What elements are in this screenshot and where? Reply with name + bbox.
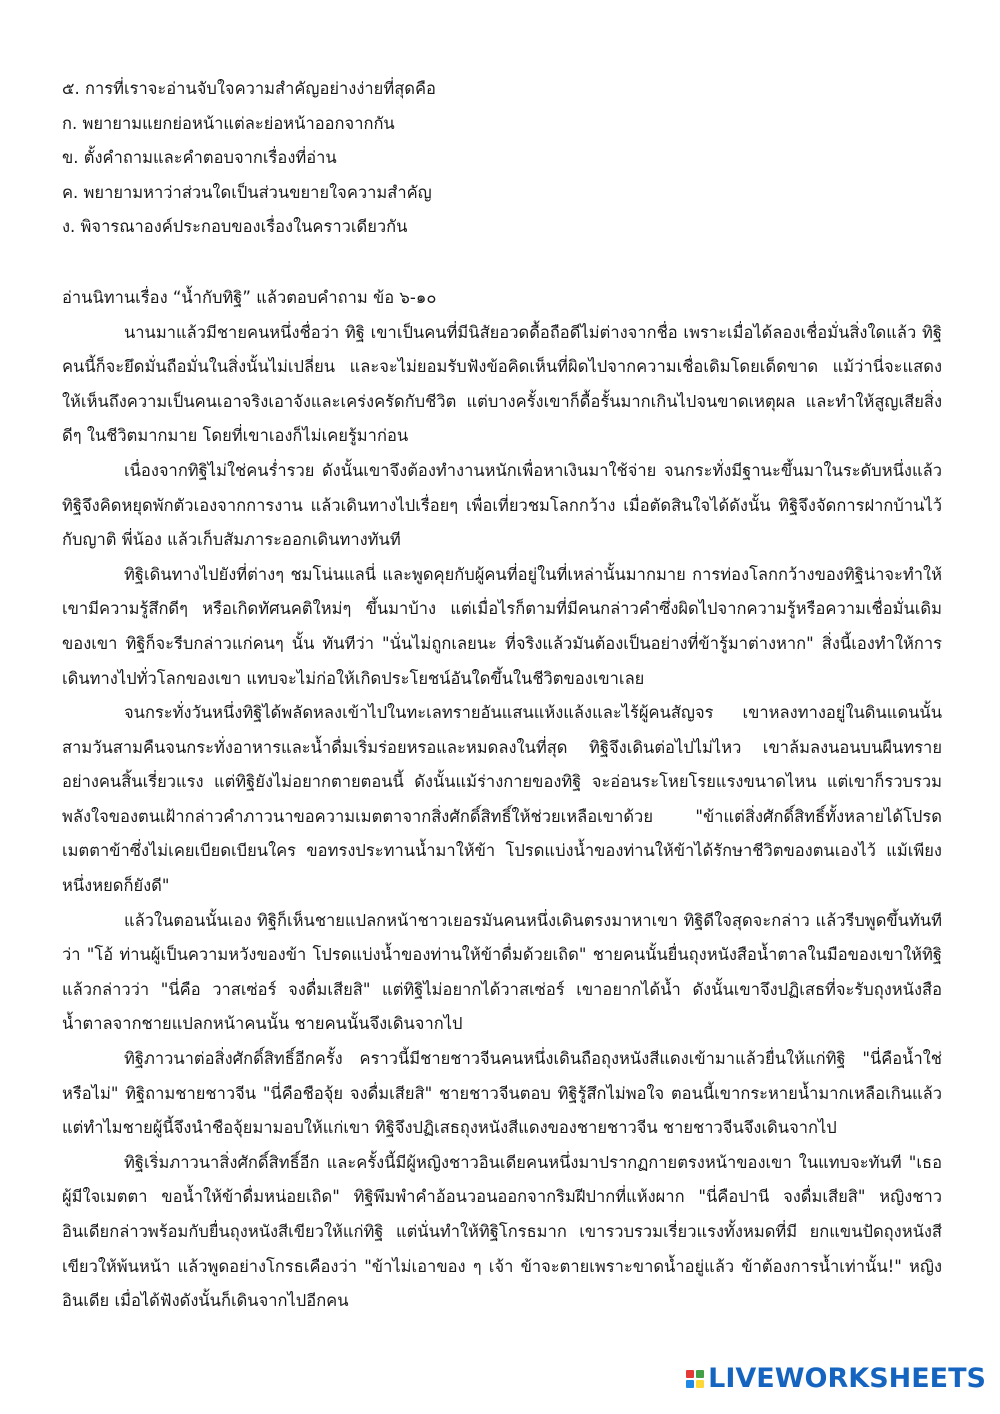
story-paragraph-4: จนกระทั่งวันหนึ่งทิฐิได้พลัดหลงเข้าไปในทะเลทรายอันแสนแห้งแล้งและไร้ผู้คนสัญจร เขาหลงทางอยู่ในดินแดนนั้นสามวันสามคืนจนกระทั่งอาหารและน้ำดื่มเริ่มร่อยหรอและหมดลงในที่สุด ทิฐิจึงเดินต่อไปไม่ไหว เขาล้มลงนอนบนผืนทรายอย่างคนสิ้นเรี่ยวแรง แต่ทิฐิยังไม่อยากตายตอนนี้ ดังนั้นแม้ร่างกายของทิฐิ จะอ่อนระโหยโรยแรงขนาดไหน แต่เขาก็รวบรวมพลังใจของตนเฝ้ากล่าวคำภาวนาขอความเมตตาจากสิ่งศักดิ์สิทธิ์ให้ช่วยเหลือเขาด้วย "ข้าแต่สิ่งศักดิ์สิทธิ์ทั้งหลายได้โปรดเมตตาข้าซึ่งไม่เคยเบียดเบียนใคร ขอทรงประทานน้ำมาให้ข้า โปรดแบ่งน้ำของท่านให้ข้าได้รักษาชีวิตของตนเองไว้ แม้เพียงหนึ่งหยดก็ยังดี" <box>62 703 942 896</box>
option-kho: ข. ตั้งคำถามและคำตอบจากเรื่องที่อ่าน <box>62 148 337 168</box>
logo-square-blue <box>686 1380 694 1388</box>
logo-square-yellow <box>696 1380 704 1388</box>
story-paragraph-7: ทิฐิเริ่มภาวนาสิ่งศักดิ์สิทธิ์อีก และครั้งนี้มีผู้หญิงชาวอินเดียคนหนึ่งมาปรากฏกายตรงหน้าของเขา ในแทบจะทันที "เธอผู้มีใจเมตตา ขอน้ำให้ข้าดื่มหน่อยเถิด" ทิฐิพึมพำคำอ้อนวอนออกจากริมฝีปากที่แห้งผาก "นี่คือปานี จงดื่มเสียสิ" หญิงชาวอินเดียกล่าวพร้อมกับยื่นถุงหนังสีเขียวให้แก่ทิฐิ แต่นั่นทำให้ทิฐิโกรธมาก เขารวบรวมเรี่ยวแรงทั้งหมดที่มี ยกแขนปัดถุงหนังสีเขียวให้พ้นหน้า แล้วพูดอย่างโกรธเคืองว่า "ข้าไม่เอาของ ๆ เจ้า ข้าจะตายเพราะขาดน้ำอยู่แล้ว ข้าต้องการน้ำเท่านั้น!" หญิงอินเดีย เมื่อได้ฟังดังนั้นก็เดินจากไปอีกคน <box>62 1152 942 1311</box>
story-instruction: อ่านนิทานเรื่อง “น้ำกับทิฐิ” แล้วตอบคำถาม ข้อ ๖-๑๐ <box>62 287 437 307</box>
liveworksheets-logo <box>686 1363 986 1394</box>
worksheet-page <box>62 72 942 1319</box>
story-paragraph-3: ทิฐิเดินทางไปยังที่ต่างๆ ชมโน่นแลนี่ และพูดคุยกับผู้คนที่อยู่ในที่เหล่านั้นมากมาย การท่องโลกกว้างของทิฐิน่าจะทำให้เขามีความรู้สึกดีๆ หรือเกิดทัศนคติใหม่ๆ ขึ้นมาบ้าง แต่เมื่อไรก็ตามที่มีคนกล่าวคำซึ่งผิดไปจากความรู้หรือความเชื่อมั่นเดิมของเขา ทิฐิก็จะรีบกล่าวแก่คนๆ นั้น ทันทีว่า "นั่นไม่ถูกเลยนะ ที่จริงแล้วมันต้องเป็นอย่างที่ข้ารู้มาต่างหาก" สิ่งนี้เองทำให้การเดินทางไปทั่วโลกของเขา แทบจะไม่ก่อให้เกิดประโยชน์อันใดขึ้นในชีวิตของเขาเลย <box>62 564 942 688</box>
option-ngo: ง. พิจารณาองค์ประกอบของเรื่องในคราวเดียวกัน <box>62 217 408 237</box>
logo-square-green <box>696 1370 704 1378</box>
story-paragraph-1: นานมาแล้วมีชายคนหนึ่งชื่อว่า ทิฐิ เขาเป็นคนที่มีนิสัยอวดดื้อถือดีไม่ต่างจากชื่อ เพราะเมื่อได้ลองเชื่อมั่นสิ่งใดแล้ว ทิฐิคนนี้ก็จะยึดมั่นถือมั่นในสิ่งนั้นไม่เปลี่ยน และจะไม่ยอมรับฟังข้อคิดเห็นที่ผิดไปจากความเชื่อเดิมโดยเด็ดขาด แม้ว่านี่จะแสดงให้เห็นถึงความเป็นคนเอาจริงเอาจังและเคร่งครัดกับชีวิต แต่บางครั้งเขาก็ดื้อรั้นมากเกินไปจนขาดเหตุผล และทำให้สูญเสียสิ่งดีๆ ในชีวิตมากมาย โดยที่เขาเองก็ไม่เคยรู้มาก่อน <box>62 322 942 446</box>
story-paragraph-6: ทิฐิภาวนาต่อสิ่งศักดิ์สิทธิ์อีกครั้ง คราวนี้มีชายชาวจีนคนหนึ่งเดินถือถุงหนังสีแดงเข้ามาแล้วยื่นให้แก่ทิฐิ "นี่คือน้ำใช่หรือไม่" ทิฐิถามชายชาวจีน "นี่คือชือจุ้ย จงดื่มเสียสิ" ชายชาวจีนตอบ ทิฐิรู้สึกไม่พอใจ ตอนนี้เขากระหายน้ำมากเหลือเกินแล้ว แต่ทำไมชายผู้นี้จึงนำชือจุ้ยมามอบให้แก่เขา ทิฐิจึงปฏิเสธถุงหนังสีแดงของชายชาวจีน ชายชาวจีนจึงเดินจากไป <box>62 1049 942 1138</box>
logo-text: LIVEWORKSHEETS <box>708 1363 986 1394</box>
logo-grid-icon <box>686 1370 704 1388</box>
question-5-stem: ๕. การที่เราจะอ่านจับใจความสำคัญอย่างง่ายที่สุดคือ <box>62 79 436 98</box>
story-paragraph-5: แล้วในตอนนั้นเอง ทิฐิก็เห็นชายแปลกหน้าชาวเยอรมันคนหนึ่งเดินตรงมาหาเขา ทิฐิดีใจสุดจะกล่าว แล้วรีบพูดขึ้นทันทีว่า "โอ้ ท่านผู้เป็นความหวังของข้า โปรดแบ่งน้ำของท่านให้ข้าดื่มด้วยเถิด" ชายคนนั้นยื่นถุงหนังสือน้ำตาลในมือของเขาให้ทิฐิ แล้วกล่าวว่า "นี่คือ วาสเซ่อร์ จงดื่มเสียสิ" แต่ทิฐิไม่อยากได้วาสเซ่อร์ เขาอยากได้น้ำ ดังนั้นเขาจึงปฏิเสธที่จะรับถุงหนังสือน้ำตาลจากชายแปลกหน้าคนนั้น ชายคนนั้นจึงเดินจากไป <box>62 910 942 1034</box>
section-gap <box>62 245 942 281</box>
option-kho-khwai: ค. พยายามหาว่าส่วนใดเป็นส่วนขยายใจความสำคัญ <box>62 182 432 202</box>
option-ko: ก. พยายามแยกย่อหน้าแต่ละย่อหน้าออกจากกัน <box>62 113 395 133</box>
logo-square-red <box>686 1370 694 1378</box>
story-paragraph-2: เนื่องจากทิฐิไม่ใช่คนร่ำรวย ดังนั้นเขาจึงต้องทำงานหนักเพื่อหาเงินมาใช้จ่าย จนกระทั่งมีฐานะขึ้นมาในระดับหนึ่งแล้ว ทิฐิจึงคิดหยุดพักตัวเองจากการงาน แล้วเดินทางไปเรื่อยๆ เพื่อเที่ยวชมโลกกว้าง เมื่อตัดสินใจได้ดังนั้น ทิฐิจึงจัดการฝากบ้านไว้กับญาติ พี่น้อง แล้วเก็บสัมภาระออกเดินทางทันที <box>62 460 942 550</box>
